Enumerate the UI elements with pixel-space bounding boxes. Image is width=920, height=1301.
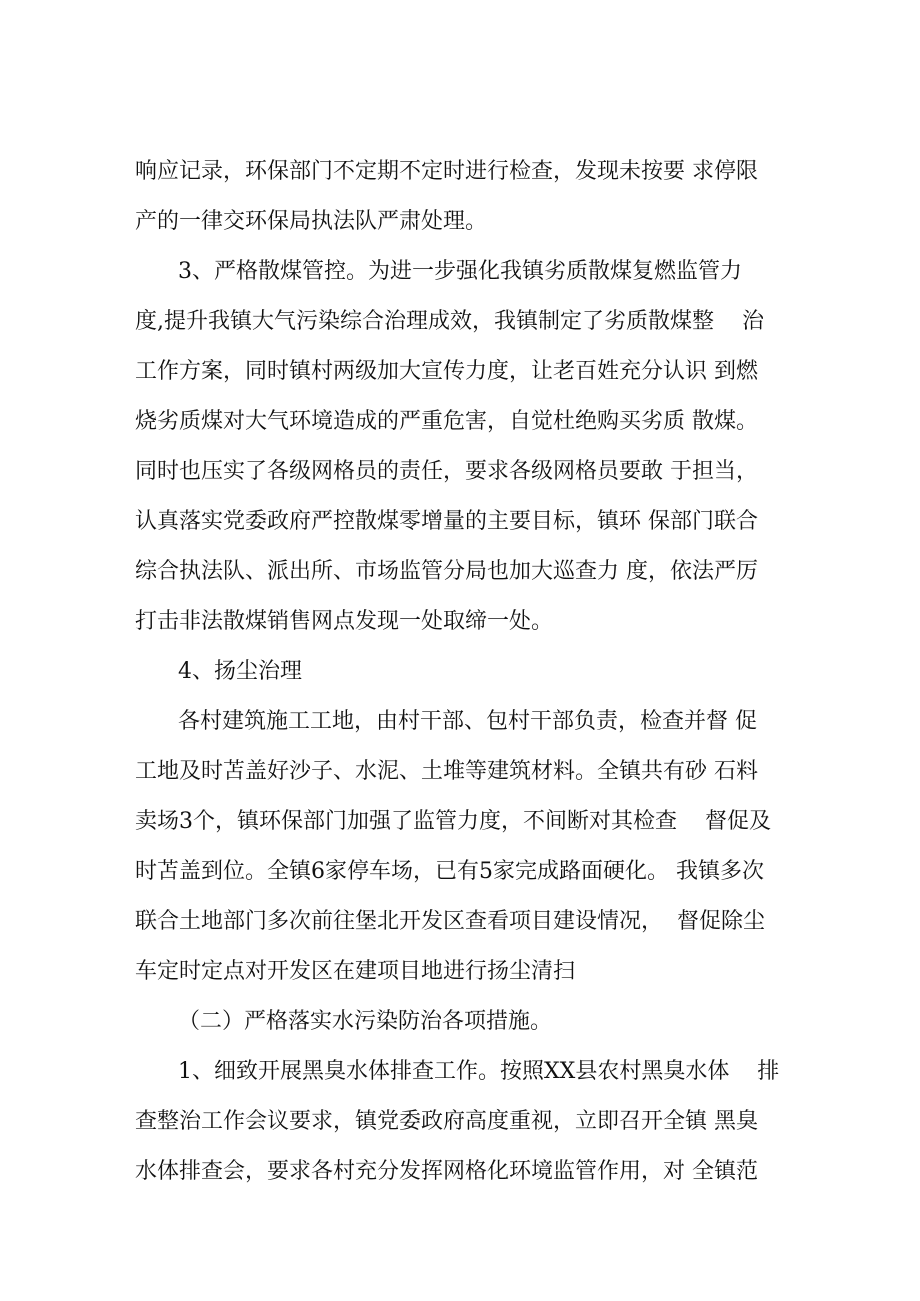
text-line: 响应记录，环保部门不定期不定时进行检查，发现未按要 求停限 [135, 159, 758, 184]
text-line: 查整治工作会议要求，镇党委政府高度重视，立即召开全镇 黑臭 [135, 1109, 758, 1134]
text-line: 各村建筑施工工地，由村干部、包村干部负责，检查并督 促 [178, 709, 757, 734]
text-line: 烧劣质煤对大气环境造成的严重危害，自觉杜绝购买劣质 散煤。 [135, 409, 758, 434]
text-line: 卖场3个，镇环保部门加强了监管力度，不间断对其检查 督促及 [135, 809, 771, 834]
text-line: 认真落实党委政府严控散煤零增量的主要目标，镇环 保部门联合 [135, 509, 758, 534]
text-line: 车定时定点对开发区在建项目地进行扬尘清扫 [135, 959, 576, 984]
text-line: 综合执法队、派出所、市场监管分局也加大巡查力 度，依法严厉 [135, 559, 758, 584]
text-line: 1、细致开展黑臭水体排查工作。按照XX县农村黑臭水体 排 [178, 1059, 780, 1084]
text-line: 度,提升我镇大气污染综合治理成效，我镇制定了劣质散煤整 治 [135, 309, 764, 334]
text-line: 产的一律交环保局执法队严肃处理。 [135, 209, 488, 234]
text-line: 同时也压实了各级网格员的责任，要求各级网格员要敢 于担当， [135, 459, 758, 484]
text-line: 打击非法散煤销售网点发现一处取缔一处。 [135, 609, 554, 634]
text-line: 联合土地部门多次前往堡北开发区查看项目建设情况， 督促除尘 [135, 909, 765, 934]
section-heading: 4、扬尘治理 [178, 659, 302, 684]
section-heading: （二）严格落实水污染防治各项措施。 [178, 1009, 553, 1034]
text-line: 工作方案，同时镇村两级加大宣传力度，让老百姓充分认识 到燃 [135, 359, 758, 384]
text-line: 时苫盖到位。全镇6家停车场，已有5家完成路面硬化。 我镇多次 [135, 859, 764, 884]
text-line: 水体排查会，要求各村充分发挥网格化环境监管作用，对 全镇范 [135, 1159, 758, 1184]
text-line: 工地及时苫盖好沙子、水泥、土堆等建筑材料。全镇共有砂 石料 [135, 759, 758, 784]
text-line: 3、严格散煤管控。为进一步强化我镇劣质散煤复燃监管力 [178, 259, 742, 284]
